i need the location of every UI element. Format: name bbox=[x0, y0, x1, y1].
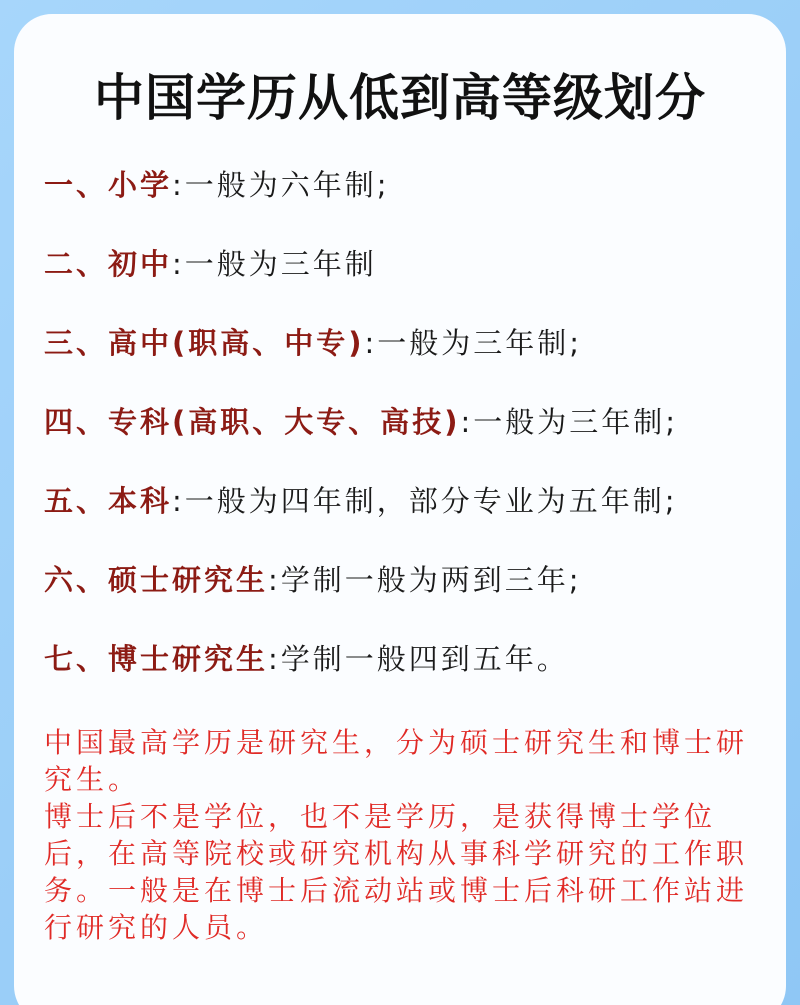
level-description: :一般为四年制，部分专业为五年制; bbox=[172, 484, 678, 518]
level-description: :学制一般为两到三年; bbox=[268, 563, 582, 597]
note-postdoc: 博士后不是学位，也不是学历，是获得博士学位后，在高等院校或研究机构从事科学研究的工作职务。一般是在博士后流动站或博士后科研工作站进行研究的人员。 bbox=[44, 800, 749, 944]
notes-section bbox=[44, 724, 764, 946]
level-item-primary bbox=[44, 160, 764, 239]
level-item-junior-college bbox=[44, 397, 764, 476]
level-label: 四、专科(高职、大专、高技) bbox=[44, 405, 461, 439]
level-label: 六、硕士研究生 bbox=[44, 563, 269, 597]
level-item-master bbox=[44, 555, 764, 634]
level-item-doctor bbox=[44, 634, 764, 713]
level-description: :一般为三年制; bbox=[364, 326, 583, 360]
education-level-list bbox=[44, 160, 764, 713]
level-label: 三、高中(职高、中专) bbox=[44, 326, 365, 360]
level-label: 二、初中 bbox=[44, 247, 173, 281]
level-item-junior-high bbox=[44, 239, 764, 318]
level-description: :一般为三年制 bbox=[172, 247, 377, 281]
level-label: 七、博士研究生 bbox=[44, 642, 269, 676]
level-description: :学制一般四到五年。 bbox=[268, 642, 569, 676]
level-description: :一般为三年制; bbox=[460, 405, 679, 439]
note-highest-degree: 中国最高学历是研究生，分为硕士研究生和博士研究生。 bbox=[44, 726, 749, 796]
level-label: 一、小学 bbox=[44, 168, 173, 202]
level-label: 五、本科 bbox=[44, 484, 173, 518]
level-item-bachelor bbox=[44, 476, 764, 555]
page-title: 中国学历从低到高等级划分 bbox=[94, 69, 706, 127]
level-description: :一般为六年制; bbox=[172, 168, 390, 202]
level-item-senior-high bbox=[44, 318, 764, 397]
